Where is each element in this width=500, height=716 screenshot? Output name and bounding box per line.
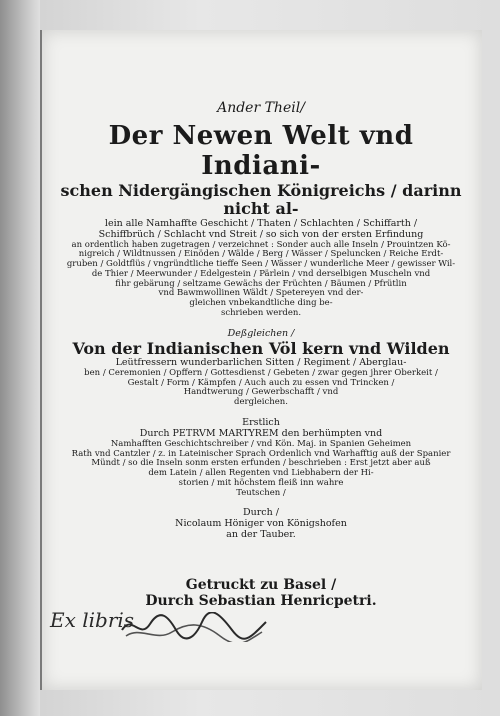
second-heading: Deßgleichen / bbox=[227, 327, 295, 339]
second-line-7: dergleichen. bbox=[234, 397, 288, 408]
author-line-4: Rath vnd Cantzler / z. in Lateinischer Sprach Ordenlich vnd Warhafftig auß der Spanier bbox=[71, 448, 451, 459]
author-line-6: dem Latein / allen Regenten vnd Liebhabern der Hi- bbox=[148, 468, 374, 479]
signature-scribble bbox=[120, 612, 270, 642]
translator-place: an der Tauber. bbox=[226, 529, 296, 541]
main-title-line-1: Der Newen Welt vnd Indiani- bbox=[108, 121, 414, 181]
main-title-line-8: de Thier / Meerwunder / Edelgestein / Pärlein / vnd derselbigen Muscheln vnd bbox=[91, 268, 431, 279]
imprint bbox=[52, 577, 470, 609]
author-line-5: Mündt / so die Inseln sonm ersten erfunden / beschrieben : Erst jetzt aber auß bbox=[91, 458, 431, 469]
main-title-line-5: an ordentlich haben zugetragen / verzeichnet : Sonder auch alle Inseln / Prouintzen Kö- bbox=[71, 239, 451, 250]
second-line-6: Handtwerung / Gewerbschafft / vnd bbox=[183, 387, 339, 398]
translator-heading: Durch / bbox=[243, 507, 279, 519]
main-title-line-4: Schiffbrüch / Schlacht vnd Streit / so sich von der ersten Erfindung bbox=[98, 228, 424, 240]
author-heading: Erstlich bbox=[242, 416, 280, 428]
main-title-line-3: lein alle Namhaffte Geschicht / Thaten / Schlachten / Schiffarth / bbox=[104, 217, 418, 229]
second-line-4: ben / Ceremonien / Opffern / Gottesdienst / Gebeten / zwar gegen jhrer Oberkeit / bbox=[84, 367, 438, 378]
author-line-3: Namhafften Geschichtschreiber / vnd Kön. Maj. in Spanien Geheimen bbox=[110, 438, 412, 449]
book-spine bbox=[0, 0, 40, 716]
ex-libris-inscription: Ex libris bbox=[50, 608, 135, 632]
imprint-line-1: Getruckt zu Basel / bbox=[185, 577, 337, 594]
part-heading: Ander Theil/ bbox=[217, 100, 305, 116]
title-page-text bbox=[52, 100, 470, 609]
second-line-5: Gestalt / Form / Kämpfen / Auch auch zu essen vnd Trincken / bbox=[127, 377, 395, 388]
author-line-2: Durch PETRVM MARTYREM den berhümpten vnd bbox=[139, 427, 383, 439]
main-title-line-11: gleichen vnbekandtliche ding be- bbox=[189, 298, 333, 309]
main-title-line-2: schen Nidergängischen Königreichs / darinn nicht al- bbox=[60, 180, 462, 219]
second-line-3: Leütfressern wunderbarlichen Sitten / Regiment / Aberglau- bbox=[115, 356, 407, 368]
translator-name: Nicolaum Höniger von Königshofen bbox=[175, 518, 347, 530]
second-line-2: Von der Indianischen Völ kern vnd Wilden bbox=[72, 338, 450, 358]
main-title-line-9: fihr gebärung / seltzame Gewächs der Früchten / Bäumen / Pfrütlin bbox=[115, 278, 407, 289]
imprint-line-2: Durch Sebastian Henricpetri. bbox=[145, 593, 377, 610]
main-title-line-6: nigreich / Wildtnussen / Einöden / Wälde / Berg / Wässer / Speluncken / Reiche Erdt- bbox=[78, 249, 444, 260]
author-line-8: Teutschen / bbox=[236, 487, 286, 498]
main-title-line-7: gruben / Goldtflüs / vngründtliche tieffe Seen / Wässer / wunderliche Meer / gewisser Wil- bbox=[66, 259, 456, 270]
author-line-7: storien / mit höchstem fleiß inn wahre bbox=[178, 477, 344, 488]
main-title-line-10: vnd Bawmwollinen Wäldt / Spetereyen vnd der- bbox=[158, 288, 364, 299]
main-title-line-12: schrieben werden. bbox=[220, 307, 302, 318]
